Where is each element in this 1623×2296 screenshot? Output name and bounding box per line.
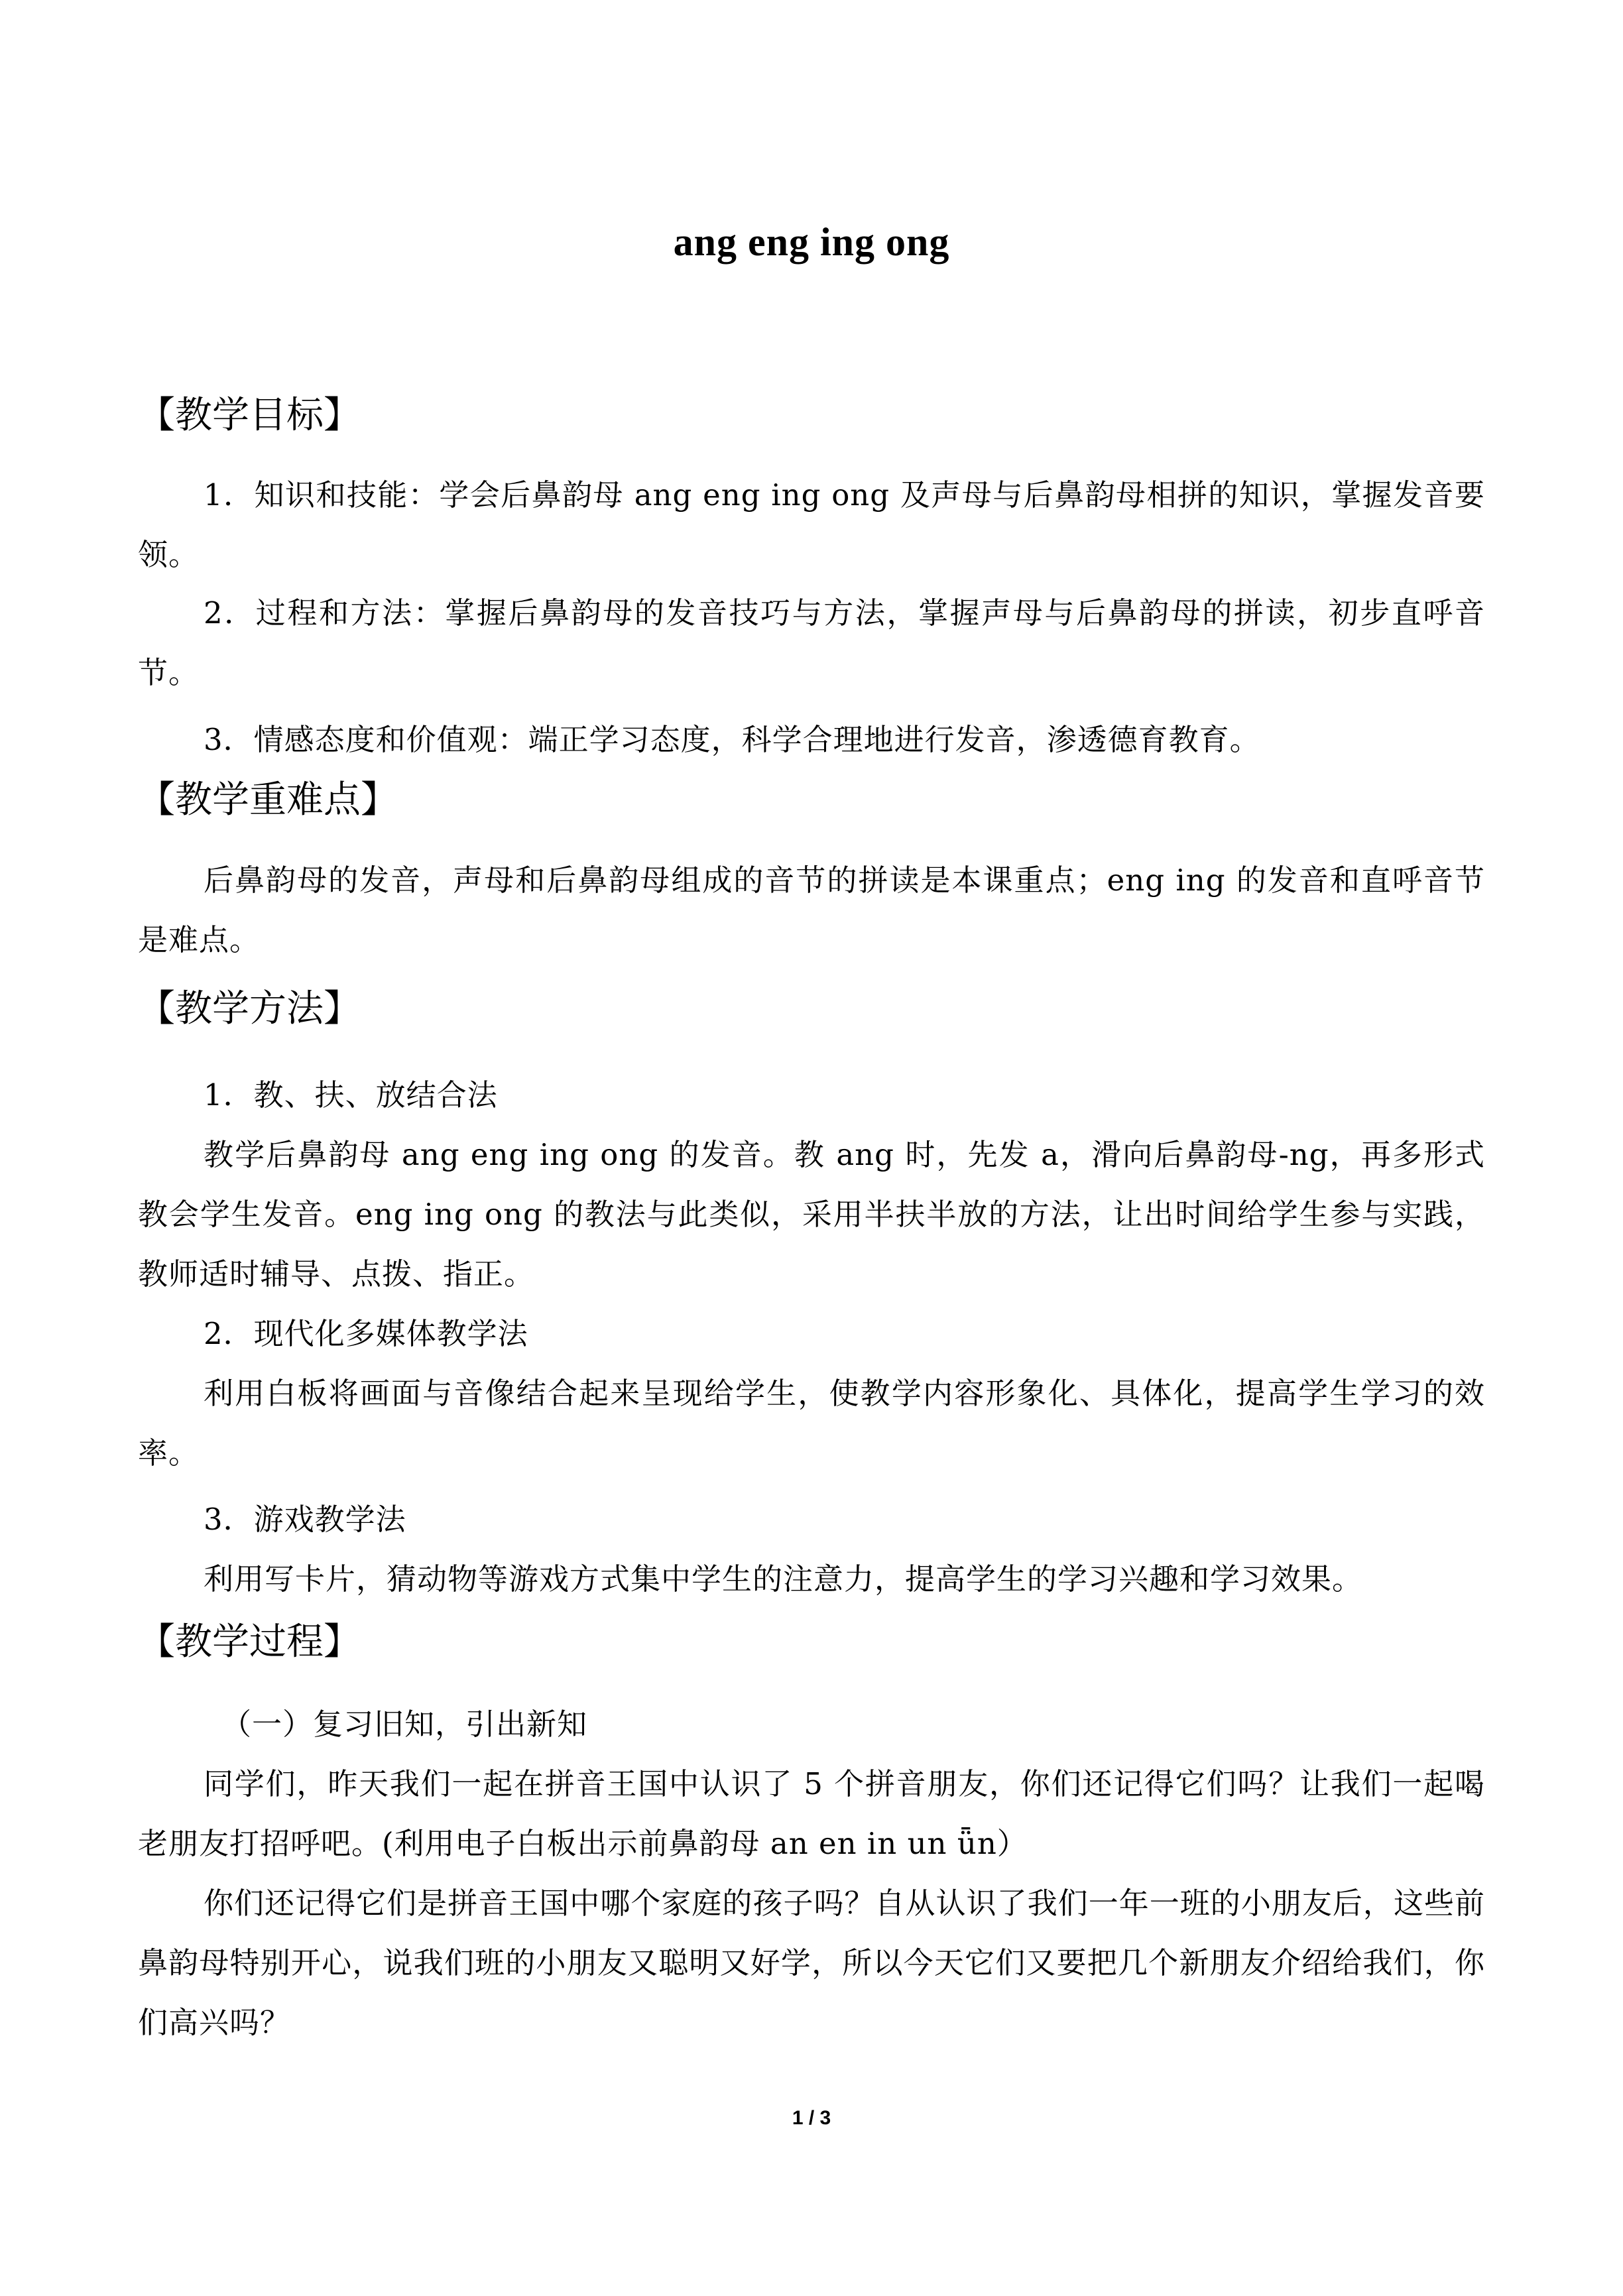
key-points-text: 后鼻韵母的发音，声母和后鼻韵母组成的音节的拼读是本课重点；eng ing 的发音和直呼音节是难点。 [138,863,1485,957]
objective-item-1: 1．知识和技能：学会后鼻韵母 ang eng ing ong 及声母与后鼻韵母相拼的知识，掌握发音要领。 [138,477,1485,572]
process-item-1-title: （一）复习旧知，引出新知 [221,1707,588,1742]
method-item-2-text: 利用白板将画面与音像结合起来呈现给学生，使教学内容形象化、具体化，提高学生学习的效率。 [138,1376,1485,1471]
heading-process: 【教学过程】 [138,1620,361,1663]
method-item-1-title: 1．教、扶、放结合法 [204,1077,498,1113]
method-item-2-title: 2．现代化多媒体教学法 [204,1316,528,1351]
objective-item-2: 2．过程和方法：掌握后鼻韵母的发音技巧与方法，掌握声母与后鼻韵母的拼读，初步直呼音节。 [138,595,1485,690]
method-item-1-text: 教学后鼻韵母 ang eng ing ong 的发音。教 ang 时，先发 a，滑向后鼻韵母-ng，再多形式教会学生发音。eng ing ong 的教法与此类似，采用半扶半放的方法，让出时间给学生参与实践，教师适时辅导、点拨、指正。 [138,1137,1485,1292]
process-item-1-text-b: 你们还记得它们是拼音王国中哪个家庭的孩子吗？自从认识了我们一年一班的小朋友后，这些前鼻韵母特别开心，说我们班的小朋友又聪明又好学，所以今天它们又要把几个新朋友介绍给我们，你们高兴吗？ [138,1886,1485,2040]
document-title: ang eng ing ong [673,220,950,264]
process-item-1-text-a: 同学们，昨天我们一起在拼音王国中认识了 5 个拼音朋友，你们还记得它们吗？让我们一起喝老朋友打招呼吧。(利用电子白板出示前鼻韵母 an en in un ǖn） [138,1766,1485,1861]
method-item-3-text: 利用写卡片，猜动物等游戏方式集中学生的注意力，提高学生的学习兴趣和学习效果。 [204,1561,1363,1597]
page-number: 1 / 3 [792,2107,831,2129]
method-item-3-title: 3．游戏教学法 [204,1502,406,1537]
heading-key-points: 【教学重难点】 [138,778,398,821]
heading-methods: 【教学方法】 [138,987,361,1030]
objective-item-3: 3．情感态度和价值观：端正学习态度，科学合理地进行发音，渗透德育教育。 [204,722,1260,757]
heading-objectives: 【教学目标】 [138,394,361,437]
